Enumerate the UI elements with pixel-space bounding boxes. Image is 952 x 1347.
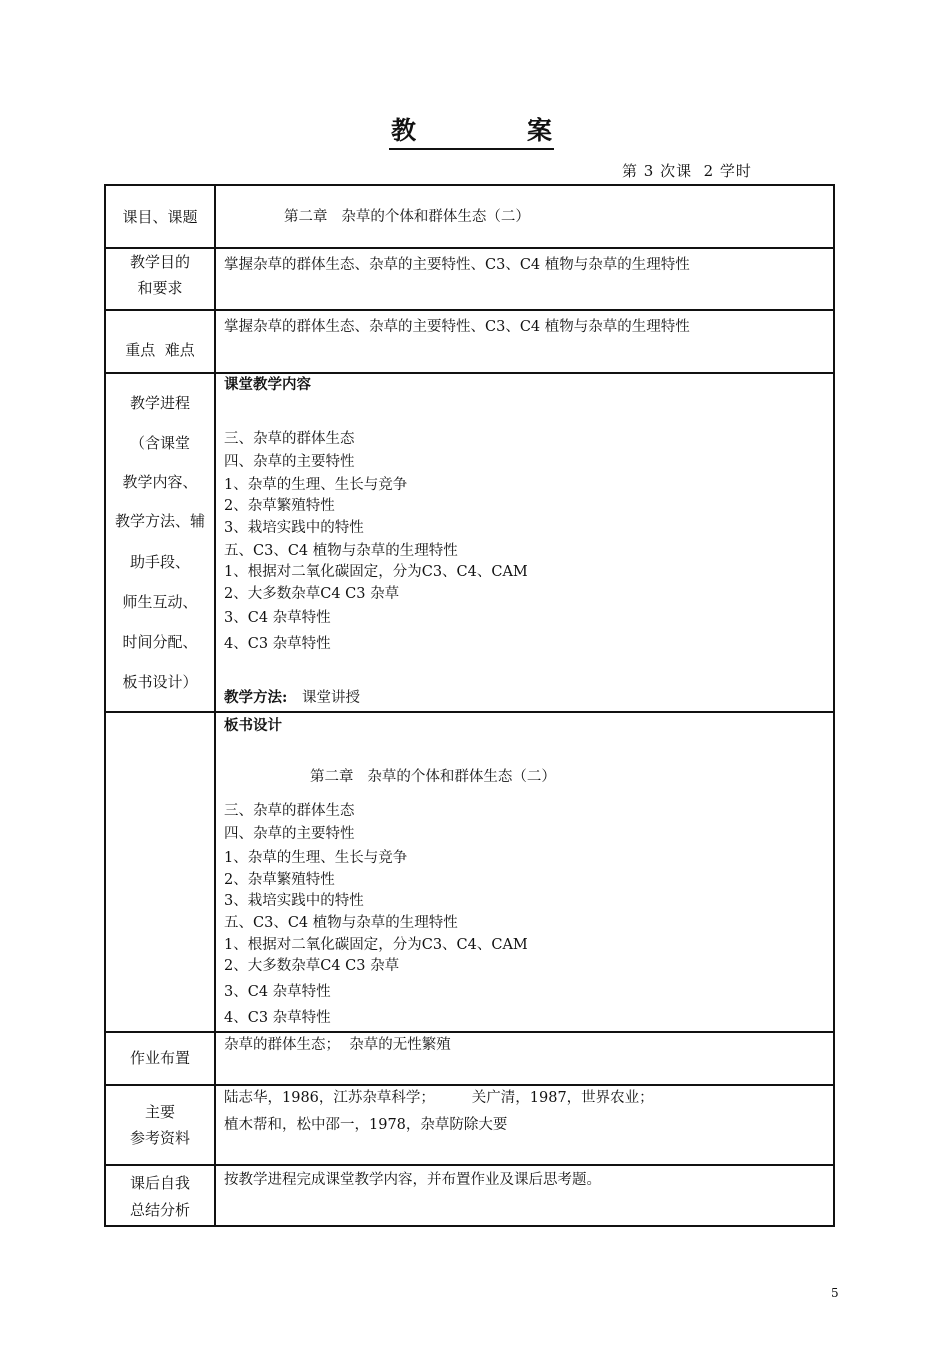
method-value: 课堂讲授 bbox=[302, 690, 360, 706]
progress-label-line: 教学方法、辅 bbox=[114, 512, 205, 530]
row-divider bbox=[106, 711, 833, 713]
progress-label-line: （含课堂 bbox=[129, 434, 190, 452]
session-info: 第 3 次课 2 学时 bbox=[622, 162, 752, 180]
board-item: 4、C3 杂草特性 bbox=[224, 1010, 331, 1026]
board-chapter: 第二章 杂草的个体和群体生态（二） bbox=[310, 769, 556, 785]
key-points-label: 重点 难点 bbox=[125, 341, 195, 359]
progress-label-line: 时间分配、 bbox=[122, 633, 198, 651]
board-item: 2、杂草繁殖特性 bbox=[224, 872, 335, 888]
board-item: 1、杂草的生理、生长与竞争 bbox=[224, 850, 408, 866]
progress-item: 1、杂草的生理、生长与竞争 bbox=[224, 477, 408, 493]
summary-label-line: 总结分析 bbox=[129, 1201, 190, 1219]
method-label: 教学方法: bbox=[224, 689, 288, 706]
board-item: 五、C3、C4 植物与杂草的生理特性 bbox=[224, 915, 458, 931]
progress-heading: 课堂教学内容 bbox=[224, 376, 311, 393]
summary-label-line: 课后自我 bbox=[129, 1174, 190, 1192]
homework-label: 作业布置 bbox=[129, 1049, 190, 1067]
row-divider bbox=[106, 1164, 833, 1166]
subject-content: 第二章 杂草的个体和群体生态（二） bbox=[284, 209, 530, 225]
board-item: 三、杂草的群体生态 bbox=[224, 803, 355, 819]
document-title bbox=[389, 116, 554, 150]
board-item: 3、栽培实践中的特性 bbox=[224, 893, 364, 909]
board-heading: 板书设计 bbox=[224, 717, 282, 734]
row-divider bbox=[106, 1084, 833, 1086]
progress-label-line: 教学内容、 bbox=[122, 473, 198, 491]
progress-label-line: 板书设计） bbox=[122, 673, 198, 691]
progress-item: 五、C3、C4 植物与杂草的生理特性 bbox=[224, 543, 458, 559]
progress-label-line: 教学进程 bbox=[129, 394, 190, 412]
progress-item: 3、C4 杂草特性 bbox=[224, 610, 331, 626]
board-item: 四、杂草的主要特性 bbox=[224, 826, 355, 842]
objectives-content: 掌握杂草的群体生态、杂草的主要特性、C3、C4 植物与杂草的生理特性 bbox=[224, 257, 690, 273]
progress-item: 2、大多数杂草C4 C3 杂草 bbox=[224, 586, 400, 602]
progress-item: 1、根据对二氧化碳固定，分为C3、C4、CAM bbox=[224, 564, 528, 580]
progress-item: 2、杂草繁殖特性 bbox=[224, 498, 335, 514]
reference-line: 植木帮和，松中邵一，1978，杂草防除大要 bbox=[224, 1117, 508, 1133]
progress-item: 四、杂草的主要特性 bbox=[224, 454, 355, 470]
references-label-line: 主要 bbox=[144, 1103, 175, 1121]
board-item: 1、根据对二氧化碳固定，分为C3、C4、CAM bbox=[224, 937, 528, 953]
reference-line: 陆志华，1986，江苏杂草科学； 关广清，1987，世界农业； bbox=[224, 1090, 654, 1106]
homework-content: 杂草的群体生态； 杂草的无性繁殖 bbox=[224, 1037, 451, 1053]
row-divider bbox=[106, 1031, 833, 1033]
progress-item: 4、C3 杂草特性 bbox=[224, 636, 331, 652]
objectives-label-line: 和要求 bbox=[137, 279, 183, 297]
references-label-line: 参考资料 bbox=[129, 1129, 190, 1147]
row-divider bbox=[106, 309, 833, 311]
title-char-2: 案 bbox=[526, 116, 552, 145]
column-divider bbox=[214, 186, 216, 1225]
title-char-1: 教 bbox=[391, 116, 417, 145]
summary-content: 按教学进程完成课堂教学内容，并布置作业及课后思考题。 bbox=[224, 1172, 601, 1188]
progress-label-line: 助手段、 bbox=[129, 553, 190, 571]
row-divider bbox=[106, 372, 833, 374]
objectives-label-line: 教学目的 bbox=[129, 253, 190, 271]
page-number: 5 bbox=[831, 1286, 839, 1300]
progress-item: 三、杂草的群体生态 bbox=[224, 431, 355, 447]
subject-label: 课目、课题 bbox=[122, 208, 198, 226]
progress-label-line: 师生互动、 bbox=[122, 593, 198, 611]
row-divider bbox=[106, 247, 833, 249]
lesson-plan-table bbox=[104, 184, 835, 1227]
key-points-content: 掌握杂草的群体生态、杂草的主要特性、C3、C4 植物与杂草的生理特性 bbox=[224, 319, 690, 335]
board-item: 2、大多数杂草C4 C3 杂草 bbox=[224, 958, 400, 974]
progress-item: 3、栽培实践中的特性 bbox=[224, 520, 364, 536]
board-item: 3、C4 杂草特性 bbox=[224, 984, 331, 1000]
